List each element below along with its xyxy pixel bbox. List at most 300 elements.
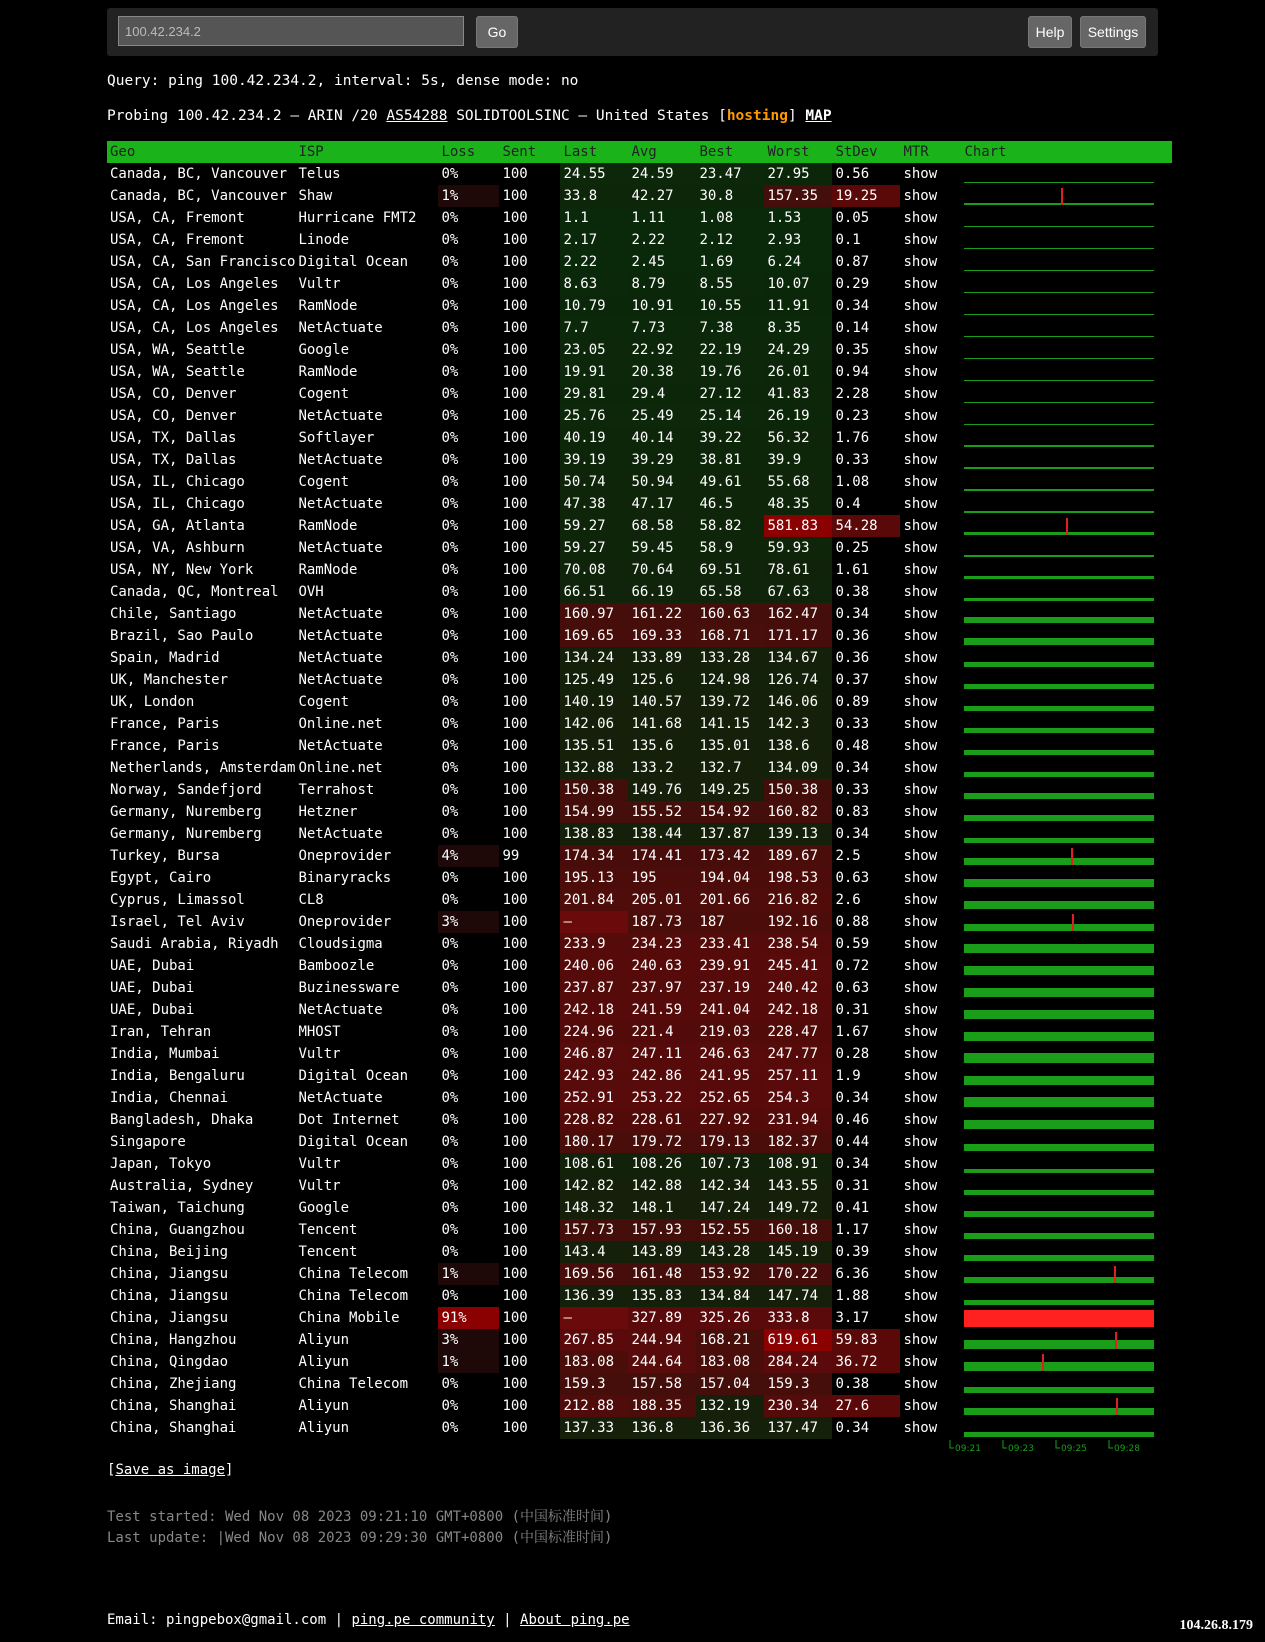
cell-last: 240.06 (560, 955, 628, 977)
probing-suffix: ] (787, 108, 806, 124)
cell-isp: Cogent (298, 386, 350, 402)
cell-stdev: 1.61 (835, 562, 870, 578)
sparkline-svg (964, 1088, 1154, 1108)
cell-last: 180.17 (560, 1131, 628, 1153)
cell-loss: 0% (441, 694, 459, 710)
mtr-show-link[interactable]: show (903, 232, 938, 248)
sparkline-svg (964, 472, 1154, 492)
cell-best: 23.47 (696, 163, 764, 185)
header-geo: Geo (107, 141, 295, 163)
cell-avg: 240.63 (628, 955, 696, 977)
cell-loss: 0% (441, 298, 459, 314)
cell-stdev: 1.67 (835, 1024, 870, 1040)
about-link[interactable]: About ping.pe (520, 1612, 630, 1628)
cell-geo: USA, WA, Seattle (110, 364, 245, 380)
mtr-show-link[interactable]: show (903, 804, 938, 820)
save-as-image-link[interactable]: Save as image (115, 1462, 226, 1478)
cell-last: 23.05 (560, 339, 628, 361)
cell-stdev: 2.6 (835, 892, 861, 908)
mtr-show-link[interactable]: show (903, 606, 938, 622)
cell-sent: 100 (502, 540, 528, 556)
mtr-show-link[interactable]: show (903, 496, 938, 512)
table-row (107, 1131, 1172, 1153)
mtr-show-link[interactable]: show (903, 914, 938, 930)
cell-best: 7.38 (696, 317, 764, 339)
mtr-show-link[interactable]: show (903, 1266, 938, 1282)
cell-geo: China, Jiangsu (110, 1266, 229, 1282)
cell-geo: Chile, Santiago (110, 606, 237, 622)
mtr-show-link[interactable]: show (903, 1222, 938, 1238)
asn-link[interactable]: AS54288 (386, 108, 448, 124)
mtr-show-link[interactable]: show (903, 1134, 938, 1150)
mtr-show-link[interactable]: show (903, 364, 938, 380)
sparkline-fill (964, 1432, 1154, 1437)
cell-sent: 100 (502, 386, 528, 402)
axis-tick-label: 09:21 (955, 1444, 981, 1454)
cell-sent: 100 (502, 958, 528, 974)
cell-isp: China Mobile (298, 1310, 400, 1326)
mtr-show-link[interactable]: show (903, 958, 938, 974)
table-row (107, 735, 1172, 757)
cell-geo: USA, TX, Dallas (110, 430, 237, 446)
sparkline-svg (964, 1044, 1154, 1064)
cell-stdev: 0.34 (835, 1420, 870, 1436)
table-body (107, 163, 1172, 1439)
cell-worst: 228.47 (764, 1021, 832, 1043)
mtr-show-link[interactable]: show (903, 342, 938, 358)
cell-loss: 0% (441, 342, 459, 358)
cell-best: 135.01 (696, 735, 764, 757)
cell-sent: 100 (502, 914, 528, 930)
cell-isp: Tencent (298, 1222, 358, 1238)
mtr-show-link[interactable]: show (903, 892, 938, 908)
cell-avg: 42.27 (628, 185, 696, 207)
cell-avg: 155.52 (628, 801, 696, 823)
latency-sparkline (961, 1109, 1172, 1131)
cell-worst: 157.35 (764, 185, 832, 207)
cell-last: 228.82 (560, 1109, 628, 1131)
cell-last: 138.83 (560, 823, 628, 845)
cell-avg: 7.73 (628, 317, 696, 339)
cell-stdev: 0.46 (835, 1112, 870, 1128)
cell-worst: 78.61 (764, 559, 832, 581)
mtr-show-link[interactable]: show (903, 1156, 938, 1172)
table-row (107, 559, 1172, 581)
cell-stdev: 0.35 (835, 342, 870, 358)
cell-best: 136.36 (696, 1417, 764, 1439)
cell-stdev: 1.08 (835, 474, 870, 490)
cell-loss: 3% (438, 1329, 499, 1351)
mtr-show-link[interactable]: show (903, 1288, 938, 1304)
cell-sent: 100 (502, 672, 528, 688)
cell-worst: 238.54 (764, 933, 832, 955)
mtr-show-link[interactable]: show (903, 716, 938, 732)
header-loss: Loss (438, 141, 499, 163)
mtr-show-link[interactable]: show (903, 320, 938, 336)
sparkline-svg (964, 978, 1154, 998)
mtr-show-link[interactable]: show (903, 628, 938, 644)
cell-stdev: 0.34 (835, 826, 870, 842)
mtr-show-link[interactable]: show (903, 826, 938, 842)
mtr-show-link[interactable]: show (903, 1310, 938, 1326)
sparkline-fill (964, 1144, 1154, 1151)
cell-sent: 100 (502, 1024, 528, 1040)
cell-geo: China, Shanghai (110, 1420, 237, 1436)
cell-loss: 0% (441, 716, 459, 732)
sparkline-fill (964, 858, 1154, 865)
cell-worst: 231.94 (764, 1109, 832, 1131)
cell-best: 134.84 (696, 1285, 764, 1307)
cell-avg: 135.6 (628, 735, 696, 757)
cell-best: 46.5 (696, 493, 764, 515)
cell-loss: 0% (441, 562, 459, 578)
cell-geo: USA, WA, Seattle (110, 342, 245, 358)
cell-worst: 10.07 (764, 273, 832, 295)
sparkline-svg (964, 1154, 1154, 1174)
mtr-show-link[interactable]: show (903, 738, 938, 754)
sparkline-fill (964, 966, 1154, 975)
cell-worst: 2.93 (764, 229, 832, 251)
sparkline-svg (964, 494, 1154, 514)
cell-loss: 0% (441, 826, 459, 842)
cell-geo: China, Zhejiang (110, 1376, 237, 1392)
mtr-show-link[interactable]: show (903, 1178, 938, 1194)
cell-best: 252.65 (696, 1087, 764, 1109)
mtr-show-link[interactable]: show (903, 1332, 938, 1348)
cell-stdev: 0.33 (835, 782, 870, 798)
header-avg: Avg (628, 141, 696, 163)
mtr-show-link[interactable]: show (903, 276, 938, 292)
cell-geo: Brazil, Sao Paulo (110, 628, 254, 644)
mtr-show-link[interactable]: show (903, 210, 938, 226)
cell-worst: 147.74 (764, 1285, 832, 1307)
cell-worst: 27.95 (764, 163, 832, 185)
cell-sent: 100 (502, 1376, 528, 1392)
cell-loss: 91% (438, 1307, 499, 1329)
cell-best: 168.71 (696, 625, 764, 647)
table-row (107, 1373, 1172, 1395)
latency-sparkline (961, 1285, 1172, 1307)
mtr-show-link[interactable]: show (903, 1200, 938, 1216)
latency-sparkline (961, 493, 1172, 515)
cell-worst: 39.9 (764, 449, 832, 471)
table-row (107, 1109, 1172, 1131)
sparkline-svg (964, 912, 1154, 932)
mtr-show-link[interactable]: show (903, 980, 938, 996)
mtr-show-link[interactable]: show (903, 1068, 938, 1084)
cell-isp: China Telecom (298, 1266, 409, 1282)
sparkline-svg (964, 1264, 1154, 1284)
cell-isp: Online.net (298, 760, 383, 776)
mtr-show-link[interactable]: show (903, 1090, 938, 1106)
cell-isp: NetActuate (298, 1090, 383, 1106)
table-row (107, 713, 1172, 735)
table-row (107, 1285, 1172, 1307)
mtr-show-link[interactable]: show (903, 870, 938, 886)
latency-sparkline (961, 1329, 1172, 1351)
cell-best: 149.25 (696, 779, 764, 801)
mtr-show-link[interactable]: show (903, 540, 938, 556)
sparkline-fill (964, 879, 1154, 887)
mtr-show-link[interactable]: show (903, 1420, 938, 1436)
sparkline-svg (964, 692, 1154, 712)
mtr-show-link[interactable]: show (903, 518, 938, 534)
cell-avg: 187.73 (628, 911, 696, 933)
mtr-show-link[interactable]: show (903, 936, 938, 952)
cell-isp: NetActuate (298, 1002, 383, 1018)
cell-worst: 160.18 (764, 1219, 832, 1241)
mtr-show-link[interactable]: show (903, 1002, 938, 1018)
cell-geo: Spain, Madrid (110, 650, 220, 666)
latency-sparkline (961, 999, 1172, 1021)
cell-isp: NetActuate (298, 540, 383, 556)
sparkline-fill (964, 292, 1154, 293)
cell-best: 25.14 (696, 405, 764, 427)
sparkline-fill (964, 617, 1154, 623)
mtr-show-link[interactable]: show (903, 1112, 938, 1128)
map-link[interactable]: MAP (805, 108, 832, 124)
latency-sparkline (961, 339, 1172, 361)
cell-best: 10.55 (696, 295, 764, 317)
latency-sparkline (961, 955, 1172, 977)
cell-loss: 0% (441, 892, 459, 908)
cell-sent: 100 (502, 254, 528, 270)
mtr-show-link[interactable]: show (903, 650, 938, 666)
cell-loss: 0% (441, 320, 459, 336)
cell-last: 142.06 (560, 713, 628, 735)
cell-last: 132.88 (560, 757, 628, 779)
cell-worst: 333.8 (764, 1307, 832, 1329)
cell-avg: 125.6 (628, 669, 696, 691)
sparkline-svg (964, 186, 1154, 206)
sparkline-fill (964, 1097, 1154, 1107)
cell-stdev: 0.59 (835, 936, 870, 952)
go-button[interactable]: Go (476, 16, 518, 48)
mtr-show-link[interactable]: show (903, 1024, 938, 1040)
table-row (107, 1065, 1172, 1087)
latency-sparkline (961, 229, 1172, 251)
latency-sparkline (961, 1087, 1172, 1109)
community-link[interactable]: ping.pe community (351, 1612, 495, 1628)
sparkline-fill (964, 1032, 1154, 1041)
sparkline-loss-block (964, 1310, 1154, 1327)
cell-geo: Canada, BC, Vancouver (110, 188, 288, 204)
cell-worst: 143.55 (764, 1175, 832, 1197)
mtr-show-link[interactable]: show (903, 562, 938, 578)
cell-last: 267.85 (560, 1329, 628, 1351)
mtr-show-link[interactable]: show (903, 1398, 938, 1414)
cell-avg: 25.49 (628, 405, 696, 427)
cell-last: 24.55 (560, 163, 628, 185)
mtr-show-link[interactable]: show (903, 1046, 938, 1062)
sparkline-svg (964, 296, 1154, 316)
cell-worst: 145.19 (764, 1241, 832, 1263)
cell-worst: 257.11 (764, 1065, 832, 1087)
cell-best: 137.87 (696, 823, 764, 845)
cell-sent: 100 (502, 694, 528, 710)
cell-stdev: 0.28 (835, 1046, 870, 1062)
latency-sparkline (961, 1197, 1172, 1219)
cell-sent: 100 (502, 1266, 528, 1282)
mtr-show-link[interactable]: show (903, 1354, 938, 1370)
sparkline-fill (964, 1010, 1154, 1019)
cell-loss: 0% (441, 606, 459, 622)
mtr-show-link[interactable]: show (903, 298, 938, 314)
cell-last: 142.82 (560, 1175, 628, 1197)
sparkline-fill (964, 1120, 1154, 1129)
mtr-show-link[interactable]: show (903, 254, 938, 270)
settings-button[interactable]: Settings (1080, 16, 1146, 48)
mtr-show-link[interactable]: show (903, 188, 938, 204)
latency-sparkline (961, 449, 1172, 471)
cell-isp: Cloudsigma (298, 936, 383, 952)
cell-last: – (560, 911, 628, 933)
sparkline-fill (964, 1233, 1154, 1239)
header-best: Best (696, 141, 764, 163)
table-row (107, 361, 1172, 383)
cell-isp: MHOST (298, 1024, 341, 1040)
mtr-show-link[interactable]: show (903, 782, 938, 798)
cell-loss: 0% (441, 1288, 459, 1304)
cell-last: 237.87 (560, 977, 628, 999)
table-row (107, 955, 1172, 977)
cell-geo: UAE, Dubai (110, 958, 195, 974)
sparkline-fill (964, 270, 1154, 271)
mtr-show-link[interactable]: show (903, 694, 938, 710)
cell-sent: 100 (502, 430, 528, 446)
mtr-show-link[interactable]: show (903, 408, 938, 424)
cell-isp: Google (298, 342, 350, 358)
cell-sent: 100 (502, 650, 528, 666)
cell-isp: RamNode (298, 364, 358, 380)
cell-worst: 182.37 (764, 1131, 832, 1153)
cell-avg: 29.4 (628, 383, 696, 405)
sparkline-fill (964, 1362, 1154, 1371)
cell-stdev: 36.72 (832, 1351, 900, 1373)
latency-sparkline (961, 603, 1172, 625)
sparkline-svg (964, 626, 1154, 646)
cell-isp: Binaryracks (298, 870, 392, 886)
cell-stdev: 0.34 (835, 1090, 870, 1106)
latency-sparkline (961, 537, 1172, 559)
cell-sent: 100 (502, 1178, 528, 1194)
cell-loss: 4% (438, 845, 499, 867)
cell-stdev: 1.88 (835, 1288, 870, 1304)
cell-last: 136.39 (560, 1285, 628, 1307)
cell-geo: China, Qingdao (110, 1354, 229, 1370)
cell-loss: 0% (441, 650, 459, 666)
header-chart: Chart (961, 141, 1172, 163)
cell-last: 10.79 (560, 295, 628, 317)
cell-stdev: 54.28 (832, 515, 900, 537)
cell-worst: 240.42 (764, 977, 832, 999)
cell-isp: RamNode (298, 298, 358, 314)
cell-isp: CL8 (298, 892, 324, 908)
mtr-show-link[interactable]: show (903, 166, 938, 182)
latency-sparkline (961, 361, 1172, 383)
table-row (107, 1307, 1172, 1329)
cell-sent: 100 (502, 452, 528, 468)
cell-stdev: 0.31 (835, 1178, 870, 1194)
cell-sent: 100 (502, 760, 528, 776)
query-input[interactable] (118, 16, 464, 46)
cell-avg: 244.64 (628, 1351, 696, 1373)
cell-avg: 1.11 (628, 207, 696, 229)
cell-last: 1.1 (560, 207, 628, 229)
mtr-show-link[interactable]: show (903, 430, 938, 446)
probing-prefix: Probing 100.42.234.2 – ARIN /20 (107, 108, 387, 124)
cell-avg: 148.1 (628, 1197, 696, 1219)
cell-last: 252.91 (560, 1087, 628, 1109)
latency-sparkline (961, 1395, 1172, 1417)
cell-loss: 1% (438, 1263, 499, 1285)
sparkline-fill (964, 532, 1154, 535)
cell-loss: 0% (441, 980, 459, 996)
cell-sent: 100 (502, 782, 528, 798)
cell-isp: Buzinessware (298, 980, 400, 996)
cell-stdev: 0.83 (835, 804, 870, 820)
cell-best: 1.69 (696, 251, 764, 273)
cell-worst: 108.91 (764, 1153, 832, 1175)
cell-isp: NetActuate (298, 628, 383, 644)
cell-worst: 11.91 (764, 295, 832, 317)
mtr-show-link[interactable]: show (903, 760, 938, 776)
table-row (107, 1175, 1172, 1197)
sparkline-spike (1072, 914, 1074, 931)
cell-worst: 245.41 (764, 955, 832, 977)
mtr-show-link[interactable]: show (903, 1376, 938, 1392)
mtr-show-link[interactable]: show (903, 1244, 938, 1260)
sparkline-spike (1071, 848, 1073, 865)
cell-stdev: 0.05 (835, 210, 870, 226)
cell-last: 150.38 (560, 779, 628, 801)
cell-isp: Dot Internet (298, 1112, 400, 1128)
table-row (107, 1153, 1172, 1175)
cell-best: 241.04 (696, 999, 764, 1021)
cell-last: 212.88 (560, 1395, 628, 1417)
cell-avg: 138.44 (628, 823, 696, 845)
table-row (107, 845, 1172, 867)
cell-isp: China Telecom (298, 1288, 409, 1304)
cell-sent: 100 (502, 1090, 528, 1106)
table-row (107, 669, 1172, 691)
latency-sparkline (961, 977, 1172, 999)
cell-loss: 0% (441, 1068, 459, 1084)
cell-stdev: 0.94 (835, 364, 870, 380)
sparkline-fill (964, 1340, 1154, 1349)
table-row (107, 1197, 1172, 1219)
mtr-show-link[interactable]: show (903, 474, 938, 490)
help-button[interactable]: Help (1028, 16, 1072, 48)
latency-sparkline (961, 933, 1172, 955)
mtr-show-link[interactable]: show (903, 848, 938, 864)
table-row (107, 1329, 1172, 1351)
cell-stdev: 0.38 (835, 1376, 870, 1392)
cell-isp: Terrahost (298, 782, 375, 798)
cell-geo: Israel, Tel Aviv (110, 914, 245, 930)
cell-worst: 137.47 (764, 1417, 832, 1439)
mtr-show-link[interactable]: show (903, 672, 938, 688)
table-row (107, 999, 1172, 1021)
mtr-show-link[interactable]: show (903, 386, 938, 402)
latency-sparkline (961, 801, 1172, 823)
mtr-show-link[interactable]: show (903, 584, 938, 600)
cell-avg: 228.61 (628, 1109, 696, 1131)
cell-worst: 149.72 (764, 1197, 832, 1219)
sparkline-fill (964, 1169, 1154, 1173)
cell-avg: 149.76 (628, 779, 696, 801)
mtr-show-link[interactable]: show (903, 452, 938, 468)
